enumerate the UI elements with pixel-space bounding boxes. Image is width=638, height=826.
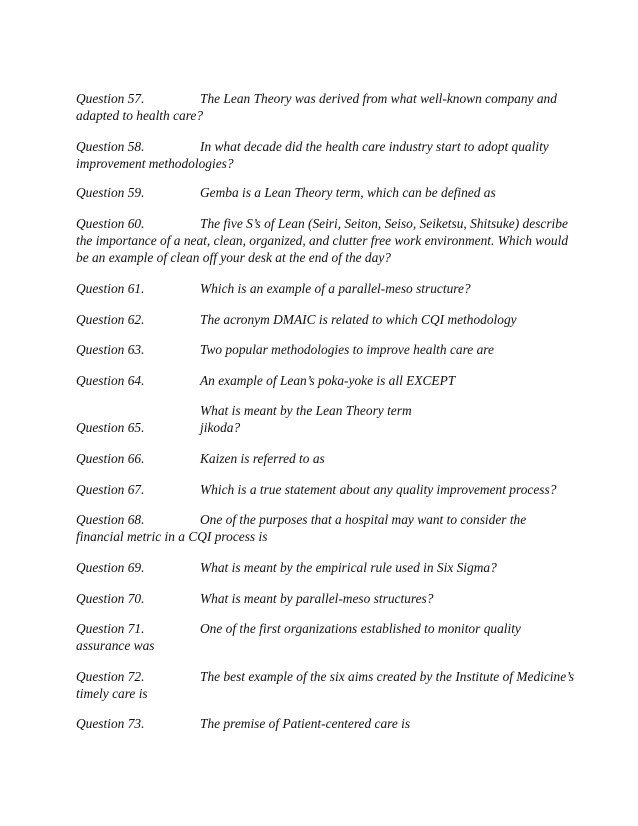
question-62 xyxy=(76,311,576,328)
question-67 xyxy=(76,481,576,498)
question-text: The five S’s of Lean (Seiri, Seiton, Seiso, Seiketsu, Shitsuke) describe the importance of a neat, clean, organized, and clutter free work environment. Which would be an example of clean off your desk at the end of the day? xyxy=(76,216,569,265)
question-number: Question 67. xyxy=(76,482,145,497)
question-text: The acronym DMAIC is related to which CQI methodology xyxy=(200,312,517,327)
question-71 xyxy=(76,620,576,654)
question-58 xyxy=(76,138,576,172)
question-72 xyxy=(76,668,576,702)
question-text: Which is a true statement about any quality improvement process? xyxy=(200,482,557,497)
question-text: What is meant by the Lean Theory term jikoda? xyxy=(200,403,412,435)
question-number: Question 60. xyxy=(76,216,145,231)
question-text: One of the purposes that a hospital may want to consider the financial metric in a CQI process is xyxy=(76,512,527,544)
question-57 xyxy=(76,90,576,124)
question-number: Question 61. xyxy=(76,281,145,296)
question-number: Question 66. xyxy=(76,451,145,466)
question-number: Question 59. xyxy=(76,185,145,200)
question-number: Question 63. xyxy=(76,342,145,357)
question-text: Gemba is a Lean Theory term, which can be defined as xyxy=(200,185,496,200)
question-65 xyxy=(76,402,576,436)
question-70 xyxy=(76,590,576,607)
question-73 xyxy=(76,715,576,732)
question-number: Question 69. xyxy=(76,560,145,575)
question-66 xyxy=(76,450,576,467)
question-number: Question 58. xyxy=(76,139,145,154)
question-text: The best example of the six aims created by the Institute of Medicine’s timely care is xyxy=(76,669,575,701)
question-number: Question 72. xyxy=(76,669,145,684)
question-text: What is meant by the empirical rule used in Six Sigma? xyxy=(200,560,497,575)
question-number: Question 62. xyxy=(76,312,145,327)
question-59 xyxy=(76,184,576,201)
question-63 xyxy=(76,341,576,358)
question-text: The Lean Theory was derived from what well-known company and adapted to health care? xyxy=(76,91,557,123)
question-text: Kaizen is referred to as xyxy=(200,451,325,466)
question-number: Question 57. xyxy=(76,91,145,106)
question-text: One of the first organizations established to monitor quality assurance was xyxy=(76,621,521,653)
question-69 xyxy=(76,559,576,576)
question-number: Question 65. xyxy=(76,420,145,435)
question-number: Question 64. xyxy=(76,373,145,388)
question-61 xyxy=(76,280,576,297)
question-text: Two popular methodologies to improve health care are xyxy=(200,342,494,357)
question-text: In what decade did the health care industry start to adopt quality improvement methodologies? xyxy=(76,139,549,171)
question-text: The premise of Patient-centered care is xyxy=(200,716,411,731)
question-64 xyxy=(76,372,576,389)
question-text: An example of Lean’s poka-yoke is all EXCEPT xyxy=(200,373,456,388)
question-number: Question 73. xyxy=(76,716,145,731)
question-60 xyxy=(76,215,576,266)
question-text: Which is an example of a parallel-meso structure? xyxy=(200,281,471,296)
question-number: Question 70. xyxy=(76,591,145,606)
question-68 xyxy=(76,511,576,545)
question-text: What is meant by parallel-meso structures? xyxy=(200,591,434,606)
question-number: Question 71. xyxy=(76,621,145,636)
question-number: Question 68. xyxy=(76,512,145,527)
